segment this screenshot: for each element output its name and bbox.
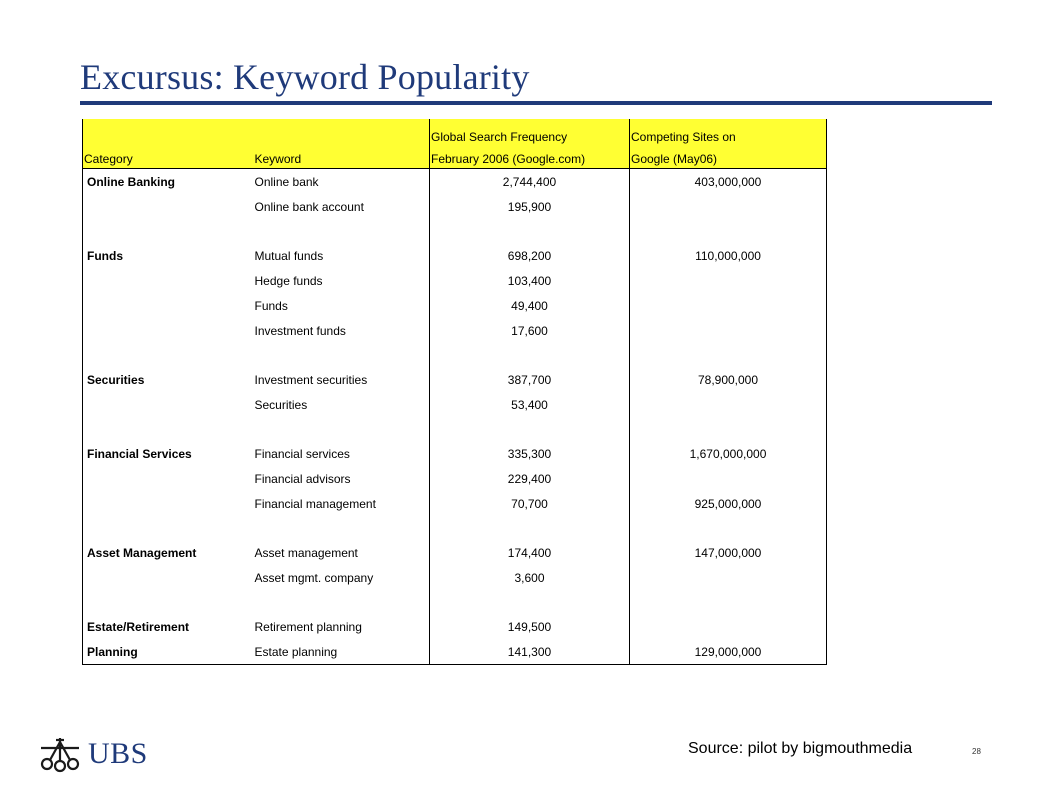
keyword-cell: Asset mgmt. company (254, 570, 374, 585)
empty-cell (254, 516, 430, 540)
competing-sites-cell: 925,000,000 (630, 491, 827, 516)
keyword-cell: Securities (254, 397, 308, 412)
search-frequency-cell: 17,600 (430, 318, 630, 343)
empty-cell (83, 219, 254, 243)
competing-sites-cell: 129,000,000 (630, 639, 827, 665)
competing-sites-cell (630, 293, 827, 318)
ubs-logo (38, 734, 148, 774)
empty-cell (630, 417, 827, 441)
category-cell: Securities (83, 367, 254, 392)
competing-sites-cell: 1,670,000,000 (630, 441, 827, 466)
competing-sites-cell (630, 318, 827, 343)
competing-sites-cell (630, 565, 827, 590)
search-frequency-cell: 174,400 (430, 540, 630, 565)
empty-cell (630, 343, 827, 367)
competing-sites-cell (630, 466, 827, 491)
search-frequency-cell: 103,400 (430, 268, 630, 293)
competing-sites-cell: 147,000,000 (630, 540, 827, 565)
table-row (83, 639, 827, 665)
keyword-cell: Financial advisors (254, 471, 351, 486)
category-cell: Funds (83, 243, 254, 268)
empty-cell (83, 516, 254, 540)
empty-cell (254, 343, 430, 367)
ubs-keys-icon (38, 734, 82, 774)
page-title: Excursus: Keyword Popularity (80, 57, 530, 97)
competing-sites-cell (630, 194, 827, 219)
competing-sites-cell: 78,900,000 (630, 367, 827, 392)
category-cell (83, 392, 254, 417)
keyword-cell: Estate planning (254, 639, 430, 665)
table-row (83, 565, 827, 590)
keyword-cell: Asset management (254, 545, 358, 560)
keyword-cell: Financial management (254, 496, 376, 511)
spacer-row (83, 516, 827, 540)
competing-sites-cell: 403,000,000 (630, 169, 827, 195)
spacer-row (83, 590, 827, 614)
table-row (83, 392, 827, 417)
search-frequency-cell: 229,400 (430, 466, 630, 491)
empty-cell (254, 417, 430, 441)
table-row (83, 614, 827, 639)
search-frequency-cell: 141,300 (430, 639, 630, 665)
empty-cell (430, 219, 630, 243)
search-frequency-cell: 49,400 (430, 293, 630, 318)
search-frequency-cell: 2,744,400 (430, 169, 630, 195)
source-note: Source: pilot by bigmouthmedia (688, 740, 913, 757)
table-row (83, 268, 827, 293)
category-cell (83, 466, 254, 491)
table-row (83, 491, 827, 516)
table-header-row (83, 119, 827, 169)
search-frequency-cell: 387,700 (430, 367, 630, 392)
keyword-cell: Investment funds (254, 323, 346, 338)
empty-cell (83, 417, 254, 441)
table-row (83, 466, 827, 491)
table-row (83, 169, 827, 195)
search-frequency-cell: 3,600 (430, 565, 630, 590)
empty-cell (83, 343, 254, 367)
keyword-cell: Hedge funds (254, 273, 323, 288)
table-body (83, 169, 827, 665)
keyword-cell: Online bank account (254, 199, 364, 214)
ubs-logo-text: UBS (88, 737, 148, 770)
table-row (83, 367, 827, 392)
keyword-cell: Mutual funds (254, 248, 324, 263)
empty-cell (630, 219, 827, 243)
table-row (83, 243, 827, 268)
category-cell (83, 293, 254, 318)
category-cell: Asset Management (83, 540, 254, 565)
empty-cell (254, 590, 430, 614)
category-cell (83, 565, 254, 590)
empty-cell (630, 516, 827, 540)
title-underline (80, 101, 992, 105)
empty-cell (430, 516, 630, 540)
empty-cell (430, 590, 630, 614)
search-frequency-cell: 70,700 (430, 491, 630, 516)
empty-cell (83, 590, 254, 614)
table-row (83, 318, 827, 343)
empty-cell (254, 219, 430, 243)
keyword-cell: Online bank (254, 174, 319, 189)
table-row (83, 540, 827, 565)
table-row (83, 441, 827, 466)
empty-cell (630, 590, 827, 614)
header-category: Category (83, 119, 254, 169)
competing-sites-cell (630, 268, 827, 293)
category-cell (83, 268, 254, 293)
search-frequency-cell: 53,400 (430, 392, 630, 417)
spacer-row (83, 343, 827, 367)
search-frequency-cell: 149,500 (430, 614, 630, 639)
spacer-row (83, 417, 827, 441)
table-row (83, 293, 827, 318)
category-cell: Online Banking (83, 169, 254, 195)
search-frequency-cell: 335,300 (430, 441, 630, 466)
category-cell: Estate/Retirement (83, 614, 254, 639)
empty-cell (430, 343, 630, 367)
empty-cell (430, 417, 630, 441)
spacer-row (83, 219, 827, 243)
header-search-frequency: Global Search Frequency February 2006 (Google.com) (430, 119, 630, 169)
competing-sites-cell (630, 392, 827, 417)
keyword-table (82, 119, 827, 665)
category-cell: Financial Services (83, 441, 254, 466)
category-cell (83, 318, 254, 343)
search-frequency-cell: 195,900 (430, 194, 630, 219)
competing-sites-cell: 110,000,000 (630, 243, 827, 268)
keyword-cell: Funds (254, 298, 288, 313)
header-keyword: Keyword (254, 119, 430, 169)
category-cell: Planning (83, 639, 254, 665)
header-competing-sites: Competing Sites on Google (May06) (630, 119, 827, 169)
table-row (83, 194, 827, 219)
keyword-cell: Financial services (254, 446, 350, 461)
keyword-cell: Retirement planning (254, 619, 362, 634)
page-number: 28 (972, 747, 981, 756)
keyword-cell: Investment securities (254, 372, 368, 387)
category-cell (83, 194, 254, 219)
search-frequency-cell: 698,200 (430, 243, 630, 268)
category-cell (83, 491, 254, 516)
competing-sites-cell (630, 614, 827, 639)
